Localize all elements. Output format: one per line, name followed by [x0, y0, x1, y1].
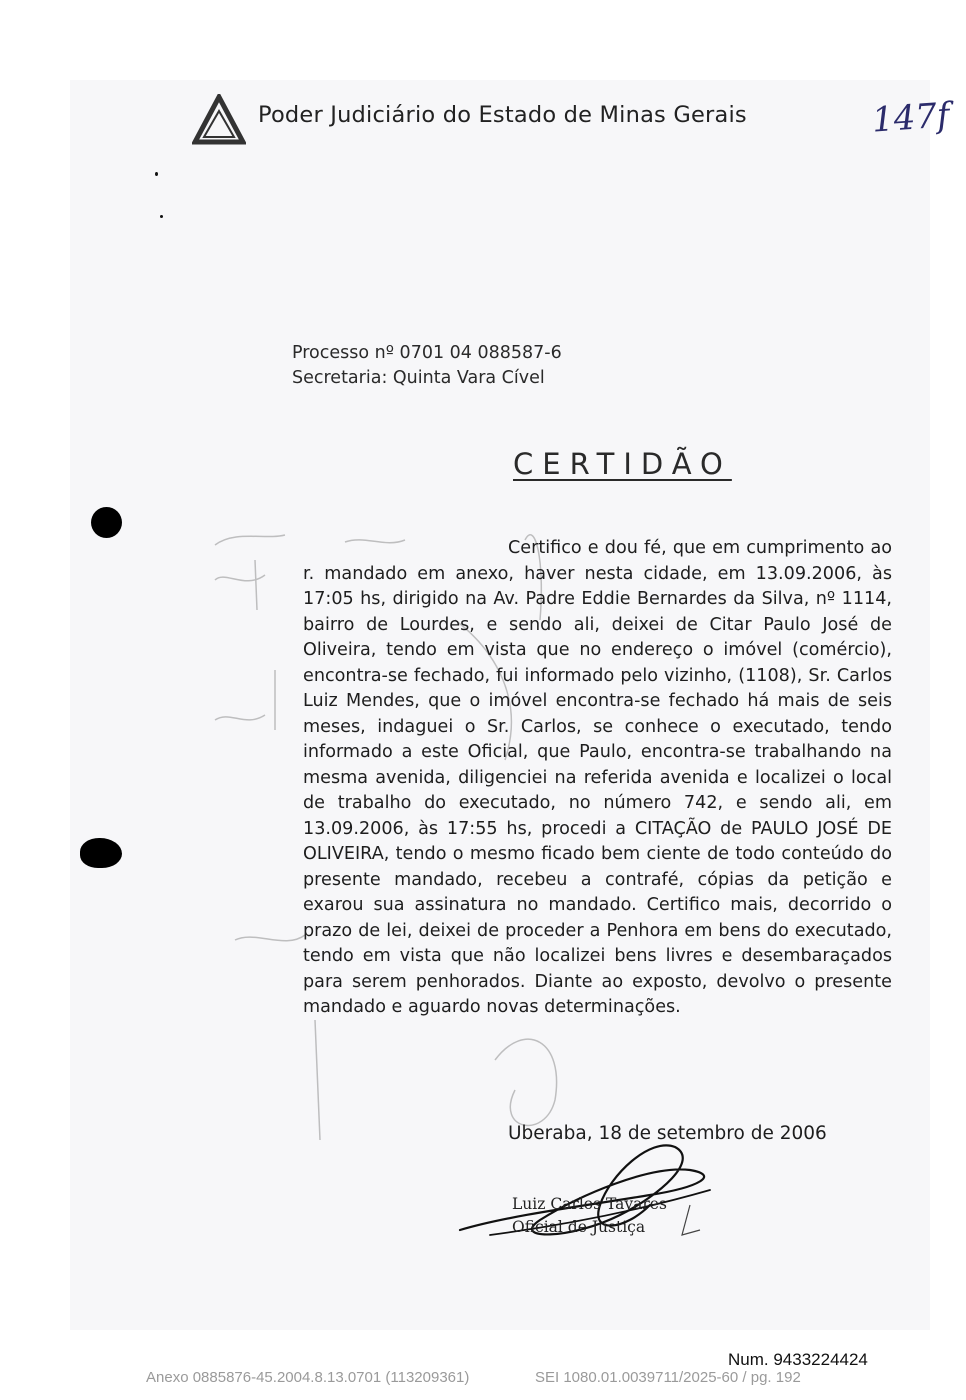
judiciary-logo-icon — [192, 94, 246, 146]
secretariat: Secretaria: Quinta Vara Cível — [292, 368, 545, 388]
signer-title: Oficial de Justiça — [512, 1218, 646, 1236]
certificate-body-text: Certifico e dou fé, que em cumprimento ao r. mandado em anexo, haver nesta cidade, em 13.09.2006, às 17:05 hs, dirigido na Av. Padre Eddie Bernardes da Silva, nº 1114, bairro de Lourdes, e sendo ali, deixei de Citar Paulo José de Oliveira, tendo em vista que no endereço o imóvel (comércio), encontra-se fechado, fui informado pelo vizinho, (1108), Sr. Carlos Luiz Mendes, que o imóvel encontra-se fechado há mais de seis meses, indaguei o Sr. Carlos, se conhece o executado, tendo informado a este Oficial, que Paulo, encontra-se trabalhando na mesma avenida, diligenciei na referida avenida e localizei o local de trabalho do executado, no número 742, e sendo ali, em 13.09.2006, às 17:55 hs, procedi a CITAÇÃO de PAULO JOSÉ DE OLIVEIRA, tendo o mesmo ficado bem ciente de todo conteúdo do presente mandado, recebeu a contrafé, cópias da petição e exarou sua assinatura no mandado. Certifico mais, decorrido o prazo de lei, deixei de proceder a Penhora em bens do executado, tendo em vista que não localizei bens livres e desembaraçados para serem penhorados. Diante ao exposto, devolvo o presente mandado e aguardo novas determinações. — [303, 538, 892, 1017]
sei-reference: SEI 1080.01.0039711/2025-60 / pg. 192 — [535, 1369, 801, 1386]
place-and-date: Uberaba, 18 de setembro de 2006 — [508, 1123, 827, 1144]
process-number: Processo nº 0701 04 088587-6 — [292, 343, 562, 363]
annex-reference: Anexo 0885876-45.2004.8.13.0701 (113209361) — [146, 1369, 470, 1386]
certificate-body — [303, 536, 892, 1021]
scan-speck — [155, 172, 158, 176]
punch-hole — [80, 838, 122, 868]
document-title: CERTIDÃO — [513, 447, 732, 481]
signer-name: Luiz Carlos Tavares — [512, 1195, 667, 1213]
folio-number: 147f — [870, 95, 951, 141]
punch-hole — [91, 507, 122, 538]
document-number: Num. 9433224424 — [728, 1350, 868, 1369]
organization-name: Poder Judiciário do Estado de Minas Gerais — [258, 102, 747, 128]
scan-speck — [160, 215, 163, 218]
